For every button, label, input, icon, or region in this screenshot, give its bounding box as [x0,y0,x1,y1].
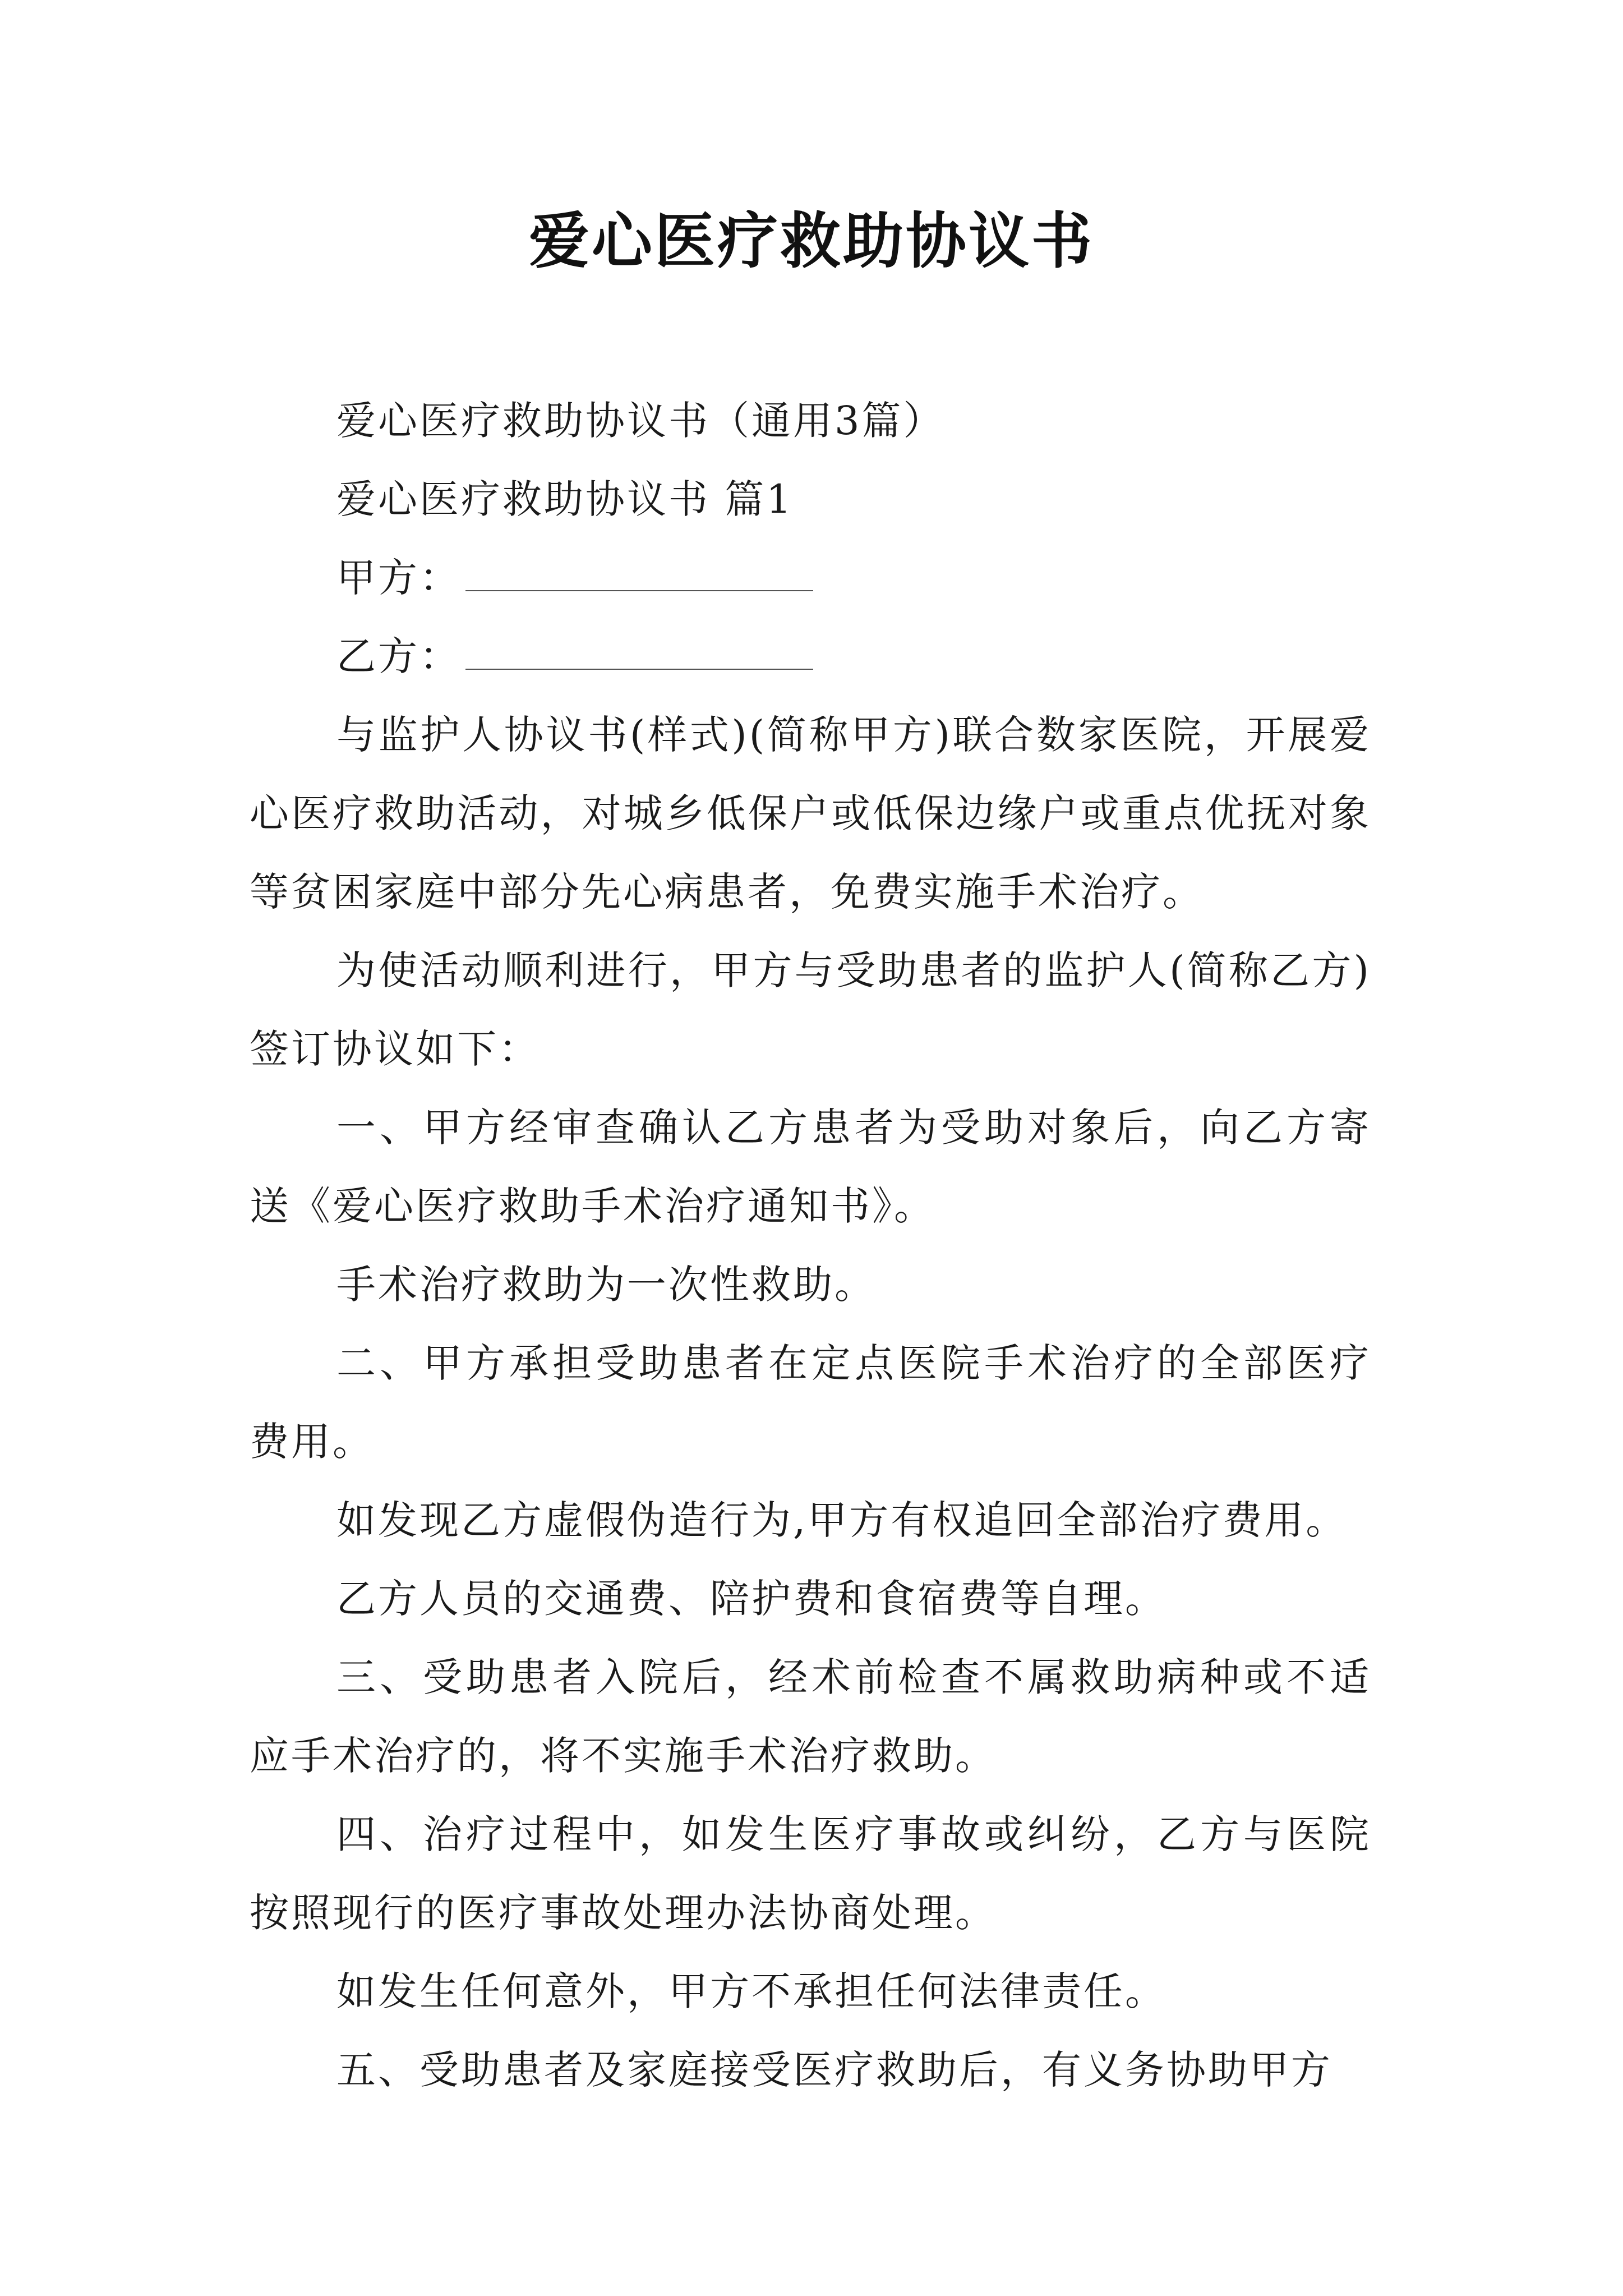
document-body [250,381,1371,2109]
document-subtitle: 爱心医疗救助协议书（通用3篇） [336,398,945,444]
paragraph: 五、受助患者及家庭接受医疗救助后，有义务协助甲方 [336,2047,1332,2093]
chapter-heading: 爱心医疗救助协议书 篇1 [336,476,794,522]
paragraph: 如发现乙方虚假伪造行为,甲方有权追回全部治疗费用。 [336,1497,1348,1543]
party-b-label: 乙方： [336,633,461,679]
paragraph: 四、治疗过程中，如发生医疗事故或纠纷，乙方与医院按照现行的医疗事故处理办法协商处理。 [250,1811,1371,1936]
paragraph: 一、甲方经审查确认乙方患者为受助对象后，向乙方寄送《爱心医疗救助手术治疗通知书》。 [250,1105,1371,1229]
paragraph: 乙方人员的交通费、陪护费和食宿费等自理。 [336,1576,1166,1622]
paragraph: 二、甲方承担受助患者在定点医院手术治疗的全部医疗费用。 [250,1340,1371,1465]
paragraph: 为使活动顺利进行，甲方与受助患者的监护人(简称乙方)签订协议如下： [250,947,1371,1072]
party-b-line [250,617,1371,696]
party-a-line [250,539,1371,617]
party-b-blank [465,629,813,670]
document-title: 爱心医疗救助协议书 [528,206,1094,277]
paragraph: 与监护人协议书(样式)(简称甲方)联合数家医院，开展爱心医疗救助活动，对城乡低保户或低保边缘户或重点优抚对象等贫困家庭中部分先心病患者，免费实施手术治疗。 [250,712,1371,915]
paragraph: 三、受助患者入院后，经术前检查不属救助病种或不适应手术治疗的，将不实施手术治疗救助。 [250,1654,1371,1779]
party-a-blank [465,551,813,591]
paragraph: 如发生任何意外，甲方不承担任何法律责任。 [336,1968,1166,2014]
party-a-label: 甲方： [336,555,461,601]
paragraph: 手术治疗救助为一次性救助。 [336,1262,876,1308]
